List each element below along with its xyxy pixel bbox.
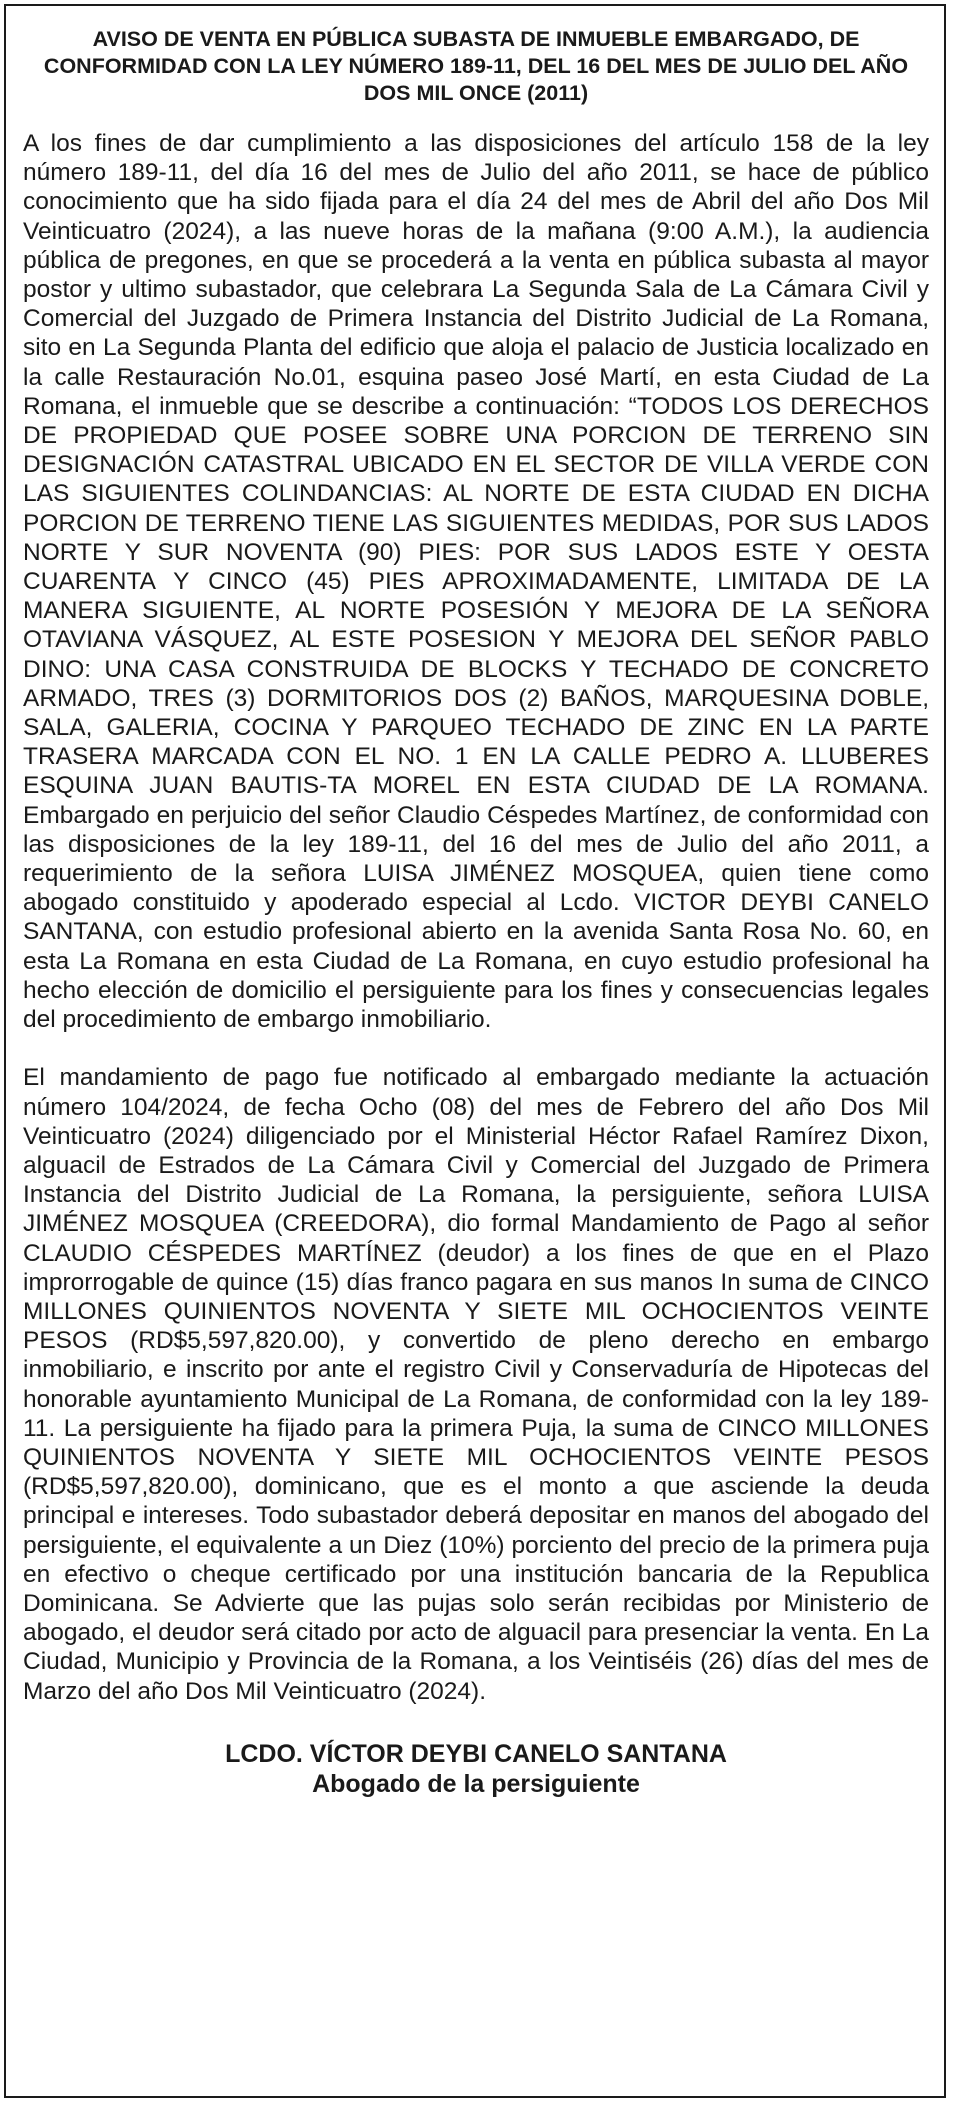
signature-block [23,1739,929,1799]
notice-paragraph-2: El mandamiento de pago fue notificado al embargado mediante la actuación número 104/2024, de fecha Ocho (08) del mes de Febrero del año Dos Mil Veinticuatro (2024) diligenciado por el Ministerial Héctor Rafael Ramírez Dixon, alguacil de Estrados de La Cámara Civil y Comercial del Juzgado de Primera Instancia del Distrito Judicial de La Romana, la persiguiente, señora LUISA JIMÉNEZ MOSQUEA (CREEDORA), dio formal Mandamiento de Pago al señor CLAUDIO CÉSPEDES MARTÍNEZ (deudor) a los fines de que en el Plazo improrrogable de quince (15) días franco pagara en sus manos In suma de CINCO MILLONES QUINIENTOS NOVENTA Y SIETE MIL OCHOCIENTOS VEINTE PESOS (RD$5,597,820.00), y convertido de pleno derecho en embargo inmobiliario, e inscrito por ante el registro Civil y Conservaduría de Hipotecas del honorable ayuntamiento Municipal de La Romana, de conformidad con la ley 189- 11. La persiguiente ha fijado para la primera Puja, la suma de CINCO MILLONES QUINIENTOS NOVENTA Y SIETE MIL OCHOCIENTOS VEINTE PESOS (RD$5,597,820.00), dominicano, que es el monto a que asciende la deuda principal e intereses. Todo subastador deberá depositar en manos del abogado del persiguiente, el equivalente a un Diez (10%) porciento del precio de la primera puja en efectivo o cheque certificado por una institución bancaria de la Republica Dominicana. Se Advierte que las pujas solo serán recibidas por Ministerio de abogado, el deudor será citado por acto de alguacil para presenciar la venta. En La Ciudad, Municipio y Provincia de la Romana, a los Veintiséis (26) días del mes de Marzo del año Dos Mil Veinticuatro (2024). [23,1064,929,1705]
legal-notice [23,26,929,1799]
notice-title: AVISO DE VENTA EN PÚBLICA SUBASTA DE INMUEBLE EMBARGADO, DE CONFORMIDAD CON LA LEY NÚMERO 189-11, DEL 16 DEL MES DE JULIO DEL AÑO DOS MIL ONCE (2011) [43,27,909,105]
notice-paragraph-1: A los fines de dar cumplimiento a las disposiciones del artículo 158 de la ley número 189-11, del día 16 del mes de Julio del año 2011, se hace de público conocimiento que ha sido fijada para el día 24 del mes de Abril del año Dos Mil Veinticuatro (2024), a las nueve horas de la mañana (9:00 A.M.), la audiencia pública de pregones, en que se procederá a la venta en pública subasta al mayor postor y ultimo subastador, que celebrara La Segunda Sala de La Cámara Civil y Comercial del Juzgado de Primera Instancia del Distrito Judicial de La Romana, sito en La Segunda Planta del edificio que aloja el palacio de Justicia localizado en la calle Restauración No.01, esquina paseo José Martí, en esta Ciudad de La Romana, el inmueble que se describe a continuación: “TODOS LOS DERECHOS DE PROPIEDAD QUE POSEE SOBRE UNA PORCION DE TERRENO SIN DESIGNACIÓN CATASTRAL UBICADO EN EL SECTOR DE VILLA VERDE CON LAS SIGUIENTES COLINDANCIAS: AL NORTE DE ESTA CIUDAD EN DICHA PORCION DE TERRENO TIENE LAS SIGUIENTES MEDIDAS, POR SUS LADOS NORTE Y SUR NOVENTA (90) PIES: POR SUS LADOS ESTE Y OESTA CUARENTA Y CINCO (45) PIES APROXIMADAMENTE, LIMITADA DE LA MANERA SIGUIENTE, AL NORTE POSESIÓN Y MEJORA DE LA SEÑORA OTAVIANA VÁSQUEZ, AL ESTE POSESION Y MEJORA DEL SEÑOR PABLO DINO: UNA CASA CONSTRUIDA DE BLOCKS Y TECHADO DE CONCRETO ARMADO, TRES (3) DORMITORIOS DOS (2) BAÑOS, MARQUESINA DOBLE, SALA, GALERIA, COCINA Y PARQUEO TECHADO DE ZINC EN LA PARTE TRASERA MARCADA CON EL NO. 1 EN LA CALLE PEDRO A. LLUBERES ESQUINA JUAN BAUTIS-TA MOREL EN ESTA CIUDAD DE LA ROMANA. Embargado en perjuicio del señor Claudio Céspedes Martínez, de conformidad con las disposiciones de la ley 189-11, del 16 del mes de Julio del año 2011, a requerimiento de la señora LUISA JIMÉNEZ MOSQUEA, quien tiene como abogado constituido y apoderado especial al Lcdo. VICTOR DEYBI CANELO SANTANA, con estudio profesional abierto en la avenida Santa Rosa No. 60, en esta La Romana en esta Ciudad de La Romana, en cuyo estudio profesional ha hecho elección de domicilio el persiguiente para los fines y consecuencias legales del procedimiento de embargo inmobiliario. [23,130,929,1034]
signatory-role: Abogado de la persiguiente [312,1769,640,1798]
signatory-name: LCDO. VÍCTOR DEYBI CANELO SANTANA [225,1739,727,1768]
